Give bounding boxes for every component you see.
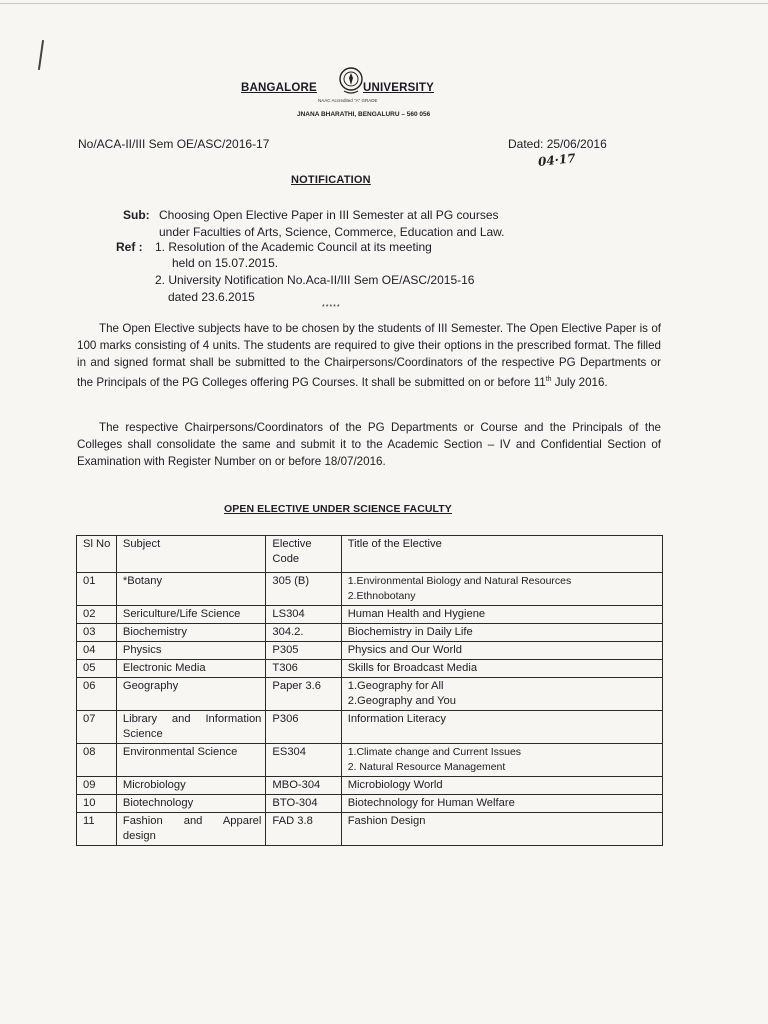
table-row [77, 813, 663, 846]
university-name-left: BANGALORE [241, 82, 317, 94]
header-sl-no: Sl No [77, 536, 117, 573]
paragraph-2 [77, 419, 661, 470]
cell-title [341, 660, 662, 678]
cell-code: MBO-304 [266, 777, 341, 795]
reference-item-1-line-1: 1. Resolution of the Academic Council at its meeting [155, 240, 432, 254]
cell-sl: 05 [77, 660, 117, 678]
table-row [77, 573, 663, 606]
cell-title [341, 795, 662, 813]
cell-subject: Fashion and Apparel design [116, 813, 266, 846]
subject-line-1: Choosing Open Elective Paper in III Semester at all PG courses [159, 208, 499, 222]
cell-title [341, 744, 662, 777]
cell-subject: Biotechnology [116, 795, 266, 813]
title-line: 1.Geography for All [347, 680, 444, 692]
paragraph-1-superscript: th [545, 376, 552, 383]
cell-sl: 09 [77, 777, 117, 795]
table-row [77, 678, 663, 711]
cell-sl: 01 [77, 573, 117, 606]
header-code-line-2: Code [272, 553, 300, 565]
paragraph-1-text: The Open Elective subjects have to be chosen by the students of III Semester. The Open Elective Paper is of 100 marks consisting of 4 units. The students are required to give their options in the prescribed format. The filled in and signed format shall be submitted to the Chairpersons/Coordinators of the respective PG Departments or the Principals of the PG Colleges offering PG Courses. It shall be submitted on or before 11 [77, 322, 661, 389]
cell-subject: Electronic Media [116, 660, 266, 678]
letterhead [0, 66, 768, 126]
table-row [77, 606, 663, 624]
table-header-row [77, 536, 663, 573]
title-line: 1.Environmental Biology and Natural Resources [347, 575, 572, 587]
cell-title [341, 606, 662, 624]
reference-item-2-line-1: 2. University Notification No.Aca-II/III Sem OE/ASC/2015-16 [155, 273, 475, 287]
cell-subject: Geography [116, 678, 266, 711]
cell-code: LS304 [266, 606, 341, 624]
cell-sl: 02 [77, 606, 117, 624]
cell-code: P306 [266, 711, 341, 744]
title-line: 2. Natural Resource Management [347, 761, 506, 773]
electives-table [76, 535, 663, 846]
cell-sl: 04 [77, 642, 117, 660]
paragraph-2-text: The respective Chairpersons/Coordinators of the PG Departments or Course and the Principals of the Colleges shall consolidate the same and submit it to the Academic Section – IV and Confidential Section of Examination with Register Number on or before 18/07/2016. [77, 421, 661, 468]
reference-label: Ref : [116, 240, 143, 254]
table-row [77, 711, 663, 744]
table-row [77, 744, 663, 777]
cell-subject: Physics [116, 642, 266, 660]
cell-code: P305 [266, 642, 341, 660]
title-line: 2.Geography and You [347, 695, 456, 707]
cell-subject: Environmental Science [116, 744, 266, 777]
separator-stars: ***** [322, 304, 341, 311]
subject-line-2: under Faculties of Arts, Science, Commerce, Education and Law. [159, 225, 505, 239]
cell-title [341, 624, 662, 642]
cell-title [341, 777, 662, 795]
cell-code: ES304 [266, 744, 341, 777]
header-code-line-1: Elective [272, 538, 312, 550]
table-row [77, 660, 663, 678]
university-name-right: UNIVERSITY [363, 82, 435, 94]
cell-subject: Sericulture/Life Science [116, 606, 266, 624]
title-line: Information Literacy [347, 713, 446, 725]
title-line: 1.Climate change and Current Issues [347, 746, 522, 758]
header-elective-code [266, 536, 341, 573]
title-line: Fashion Design [347, 815, 426, 827]
accreditation-text: NAAC Accredited "A" GRADE [318, 98, 378, 103]
notification-title: NOTIFICATION [291, 174, 371, 186]
section-title: OPEN ELECTIVE UNDER SCIENCE FACULTY [224, 503, 452, 515]
cell-code: FAD 3.8 [266, 813, 341, 846]
cell-sl: 10 [77, 795, 117, 813]
cell-code: BTO-304 [266, 795, 341, 813]
cell-subject: *Botany [116, 573, 266, 606]
title-line: Microbiology World [347, 779, 443, 791]
cell-code: Paper 3.6 [266, 678, 341, 711]
title-line: Biochemistry in Daily Life [347, 626, 473, 638]
table-row [77, 624, 663, 642]
cell-sl: 11 [77, 813, 117, 846]
header-title: Title of the Elective [341, 536, 662, 573]
cell-sl: 06 [77, 678, 117, 711]
header-subject: Subject [116, 536, 266, 573]
cell-title [341, 678, 662, 711]
cell-code: T306 [266, 660, 341, 678]
cell-subject: Microbiology [116, 777, 266, 795]
cell-sl: 03 [77, 624, 117, 642]
cell-code: 304.2. [266, 624, 341, 642]
title-line: 2.Ethnobotany [347, 590, 416, 602]
title-line: Skills for Broadcast Media [347, 662, 478, 674]
cell-sl: 08 [77, 744, 117, 777]
table-row [77, 777, 663, 795]
reference-item-1-line-2: held on 15.07.2015. [172, 256, 279, 270]
cell-title [341, 813, 662, 846]
cell-subject: Biochemistry [116, 624, 266, 642]
table-row [77, 795, 663, 813]
title-line: Human Health and Hygiene [347, 608, 486, 620]
handwritten-note: 04·17 [537, 151, 577, 169]
cell-title [341, 573, 662, 606]
subject-label: Sub: [123, 208, 150, 222]
cell-title [341, 711, 662, 744]
cell-sl: 07 [77, 711, 117, 744]
paragraph-1-text-end: July 2016. [551, 375, 608, 389]
title-line: Physics and Our World [347, 644, 462, 656]
university-address: JNANA BHARATHI, BENGALURU – 560 056 [297, 111, 431, 118]
cell-subject: Library and Information Science [116, 711, 266, 744]
cell-title [341, 642, 662, 660]
university-emblem-icon [338, 66, 364, 96]
paragraph-1 [77, 320, 661, 391]
table-row [77, 642, 663, 660]
title-line: Biotechnology for Human Welfare [347, 797, 515, 809]
scan-edge-line [0, 3, 768, 4]
reference-item-2-line-2: dated 23.6.2015 [168, 290, 255, 304]
cell-code: 305 (B) [266, 573, 341, 606]
date: Dated: 25/06/2016 [508, 137, 607, 151]
reference-number: No/ACA-II/III Sem OE/ASC/2016-17 [78, 137, 270, 151]
